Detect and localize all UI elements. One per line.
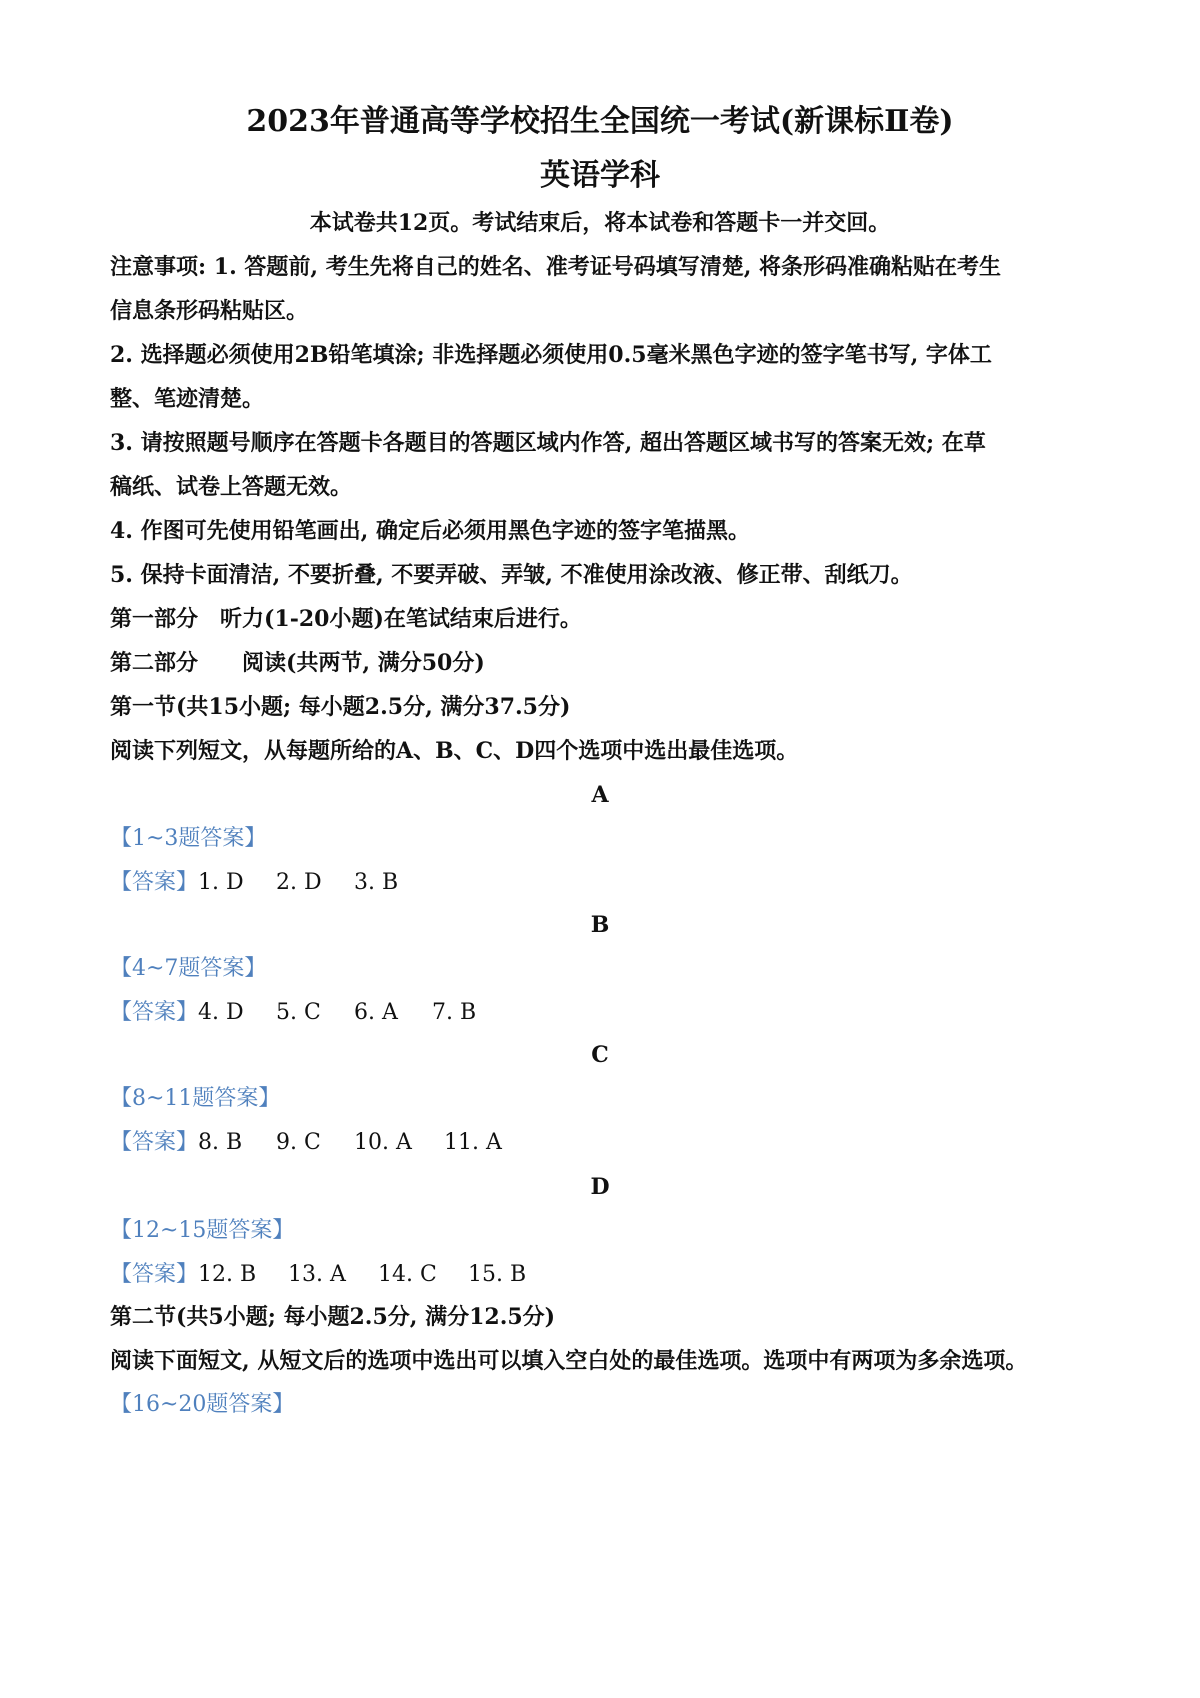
- intro-text: 本试卷共12页。考试结束后，将本试卷和答题卡一并交回。: [309, 210, 891, 236]
- answer-row: [110, 1128, 534, 1158]
- answer-prefix: 【答案】: [110, 870, 199, 895]
- passage-letter: D: [590, 1174, 610, 1200]
- section-2-label: 【16~20题答案】: [110, 1392, 295, 1417]
- note-3: 3. 请按照题号顺序在答题卡各题目的答题区域内作答, 超出答题区域书写的答案无效; 在草: [110, 430, 986, 456]
- note-4: 4. 作图可先使用铅笔画出, 确定后必须用黑色字迹的签字笔描黑。: [110, 518, 750, 544]
- page-title: 2023年普通高等学校招生全国统一考试(新课标Ⅱ卷): [246, 104, 954, 139]
- answer-item: 5. C: [276, 1000, 321, 1025]
- answer-item: 1. D: [198, 870, 244, 895]
- section-2-heading: 第二节(共5小题; 每小题2.5分, 满分12.5分): [110, 1304, 556, 1330]
- passage-label: 【8~11题答案】: [110, 1086, 281, 1111]
- answer-item: 9. C: [276, 1130, 321, 1155]
- note-3-cont: 稿纸、试卷上答题无效。: [110, 474, 353, 500]
- answer-row: [110, 868, 432, 898]
- answer-row: [110, 998, 510, 1028]
- note-2: 2. 选择题必须使用2B铅笔填涂; 非选择题必须使用0.5毫米黑色字迹的签字笔书写, 字体工: [110, 342, 992, 368]
- note-2-cont: 整、笔迹清楚。: [110, 386, 265, 412]
- answer-row: [110, 1260, 558, 1290]
- answer-item: 12. B: [198, 1262, 257, 1287]
- answer-item: 10. A: [354, 1130, 412, 1155]
- answer-item: 11. A: [444, 1130, 502, 1155]
- note-1: 注意事项: 1. 答题前, 考生先将自己的姓名、准考证号码填写清楚, 将条形码准确粘贴在考生: [110, 254, 1002, 280]
- passage-letter: A: [591, 782, 609, 808]
- answer-item: 15. B: [468, 1262, 527, 1287]
- note-5: 5. 保持卡面清洁, 不要折叠, 不要弄破、弄皱, 不准使用涂改液、修正带、刮纸刀。: [110, 562, 913, 588]
- note-1-cont: 信息条形码粘贴区。: [110, 298, 309, 324]
- section-2-instructions: 阅读下面短文, 从短文后的选项中选出可以填入空白处的最佳选项。选项中有两项为多余选项。: [110, 1348, 1028, 1374]
- answer-item: 2. D: [276, 870, 322, 895]
- answer-prefix: 【答案】: [110, 1000, 199, 1025]
- part-1-heading: 第一部分 听力(1-20小题)在笔试结束后进行。: [110, 606, 582, 632]
- answer-item: 7. B: [432, 1000, 477, 1025]
- answer-prefix: 【答案】: [110, 1262, 199, 1287]
- section-1-heading: 第一节(共15小题; 每小题2.5分, 满分37.5分): [110, 694, 571, 720]
- passage-label: 【1~3题答案】: [110, 826, 267, 851]
- answer-prefix: 【答案】: [110, 1130, 199, 1155]
- passage-label: 【12~15题答案】: [110, 1218, 295, 1243]
- passage-label: 【4~7题答案】: [110, 956, 267, 981]
- section-1-instructions: 阅读下列短文，从每题所给的A、B、C、D四个选项中选出最佳选项。: [110, 738, 799, 764]
- passage-letter: B: [590, 912, 610, 938]
- part-2-heading: 第二部分 阅读(共两节, 满分50分): [110, 650, 485, 676]
- passage-letter: C: [591, 1042, 609, 1068]
- answer-item: 6. A: [354, 1000, 398, 1025]
- answer-item: 14. C: [378, 1262, 437, 1287]
- answer-item: 3. B: [354, 870, 399, 895]
- subject-title: 英语学科: [540, 158, 660, 193]
- answer-item: 13. A: [288, 1262, 346, 1287]
- answer-item: 4. D: [198, 1000, 244, 1025]
- answer-item: 8. B: [198, 1130, 243, 1155]
